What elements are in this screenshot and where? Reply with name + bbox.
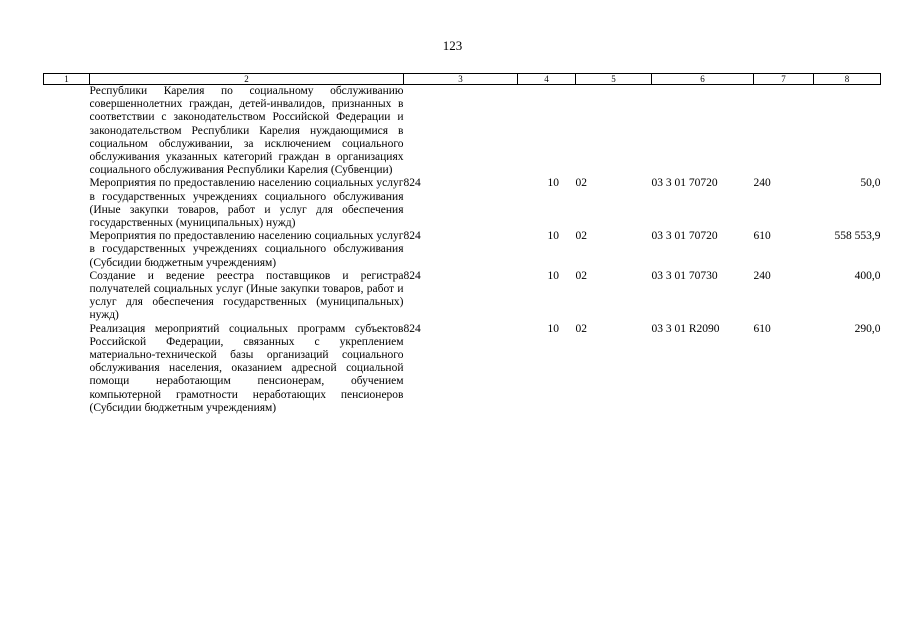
ministry-code-cell: 824: [403, 177, 421, 190]
subsection-code-cell: 02: [575, 322, 587, 335]
table-row: [44, 85, 881, 178]
column-header-4: 4: [518, 74, 576, 85]
table-row: [44, 177, 881, 230]
description-cell: Реализация мероприятий социальных программ субъектов Российской Федерации, связанных с укреплением материально-технической базы организаций социального обслуживания населения, оказанием адресной социальной помощи неработающим пенсионерам, обучением компьютерной грамотности неработающих пенсионеров (Субсидии бюджетным учреждениям): [89, 322, 404, 414]
ministry-code-cell: 824: [403, 269, 421, 282]
ministry-code-cell: [404, 85, 518, 178]
subsection-code-cell: [576, 85, 652, 178]
subsection-code-cell: 02: [575, 230, 587, 243]
amount-cell: 400,0: [854, 269, 881, 282]
amount-cell: 558 553,9: [834, 230, 881, 243]
column-header-5: 5: [576, 74, 652, 85]
ministry-code-cell: 824: [403, 322, 421, 335]
amount-cell: 290,0: [854, 322, 881, 335]
description-cell: Республики Карелия по социальному обслуживанию совершеннолетних граждан, детей-инвалидов, признанных в соответствии с законодательством Российской Федерации и законодательством Республики Карелия нуждающимися в социальном обслуживании, за исключением социального обслуживания указанных категорий граждан в организациях социального обслуживания Республики Карелия (Субвенции): [89, 85, 404, 177]
section-code-cell: [518, 85, 576, 178]
column-header-2: 2: [90, 74, 404, 85]
target-item-cell: 03 3 01 70720: [651, 230, 718, 243]
column-header-6: 6: [652, 74, 754, 85]
column-number-row: [44, 74, 881, 85]
row-index-cell: [44, 270, 90, 323]
target-item-cell: [652, 85, 754, 178]
target-item-cell: 03 3 01 R2090: [651, 322, 720, 335]
column-header-8: 8: [814, 74, 881, 85]
amount-cell: 50,0: [860, 177, 881, 190]
expense-kind-cell: 240: [753, 269, 771, 282]
section-code-cell: 10: [547, 177, 559, 190]
table-row: [44, 270, 881, 323]
row-index-cell: [44, 230, 90, 270]
page-number: 123: [442, 38, 463, 53]
description-cell: Мероприятия по предоставлению населению социальных услуг в государственных учреждениях социального обслуживания (Иные закупки товаров, работ и услуг для обеспечения государственных (муниципальных) нужд): [89, 177, 404, 230]
column-header-1: 1: [44, 74, 90, 85]
description-cell: Создание и ведение реестра поставщиков и регистра получателей социальных услуг (Иные закупки товаров, работ и услуг для обеспечения государственных (муниципальных) нужд): [89, 269, 404, 322]
row-index-cell: [44, 85, 90, 178]
expense-kind-cell: 610: [753, 230, 771, 243]
expense-kind-cell: 610: [753, 322, 771, 335]
table-row: [44, 230, 881, 270]
row-index-cell: [44, 177, 90, 230]
section-code-cell: 10: [547, 230, 559, 243]
expense-kind-cell: [754, 85, 814, 178]
row-index-cell: [44, 323, 90, 415]
table-row: [44, 323, 881, 415]
section-code-cell: 10: [547, 269, 559, 282]
description-cell: Мероприятия по предоставлению населению социальных услуг в государственных учреждениях социального обслуживания (Субсидии бюджетным учреждениям): [89, 230, 404, 269]
budget-table: [43, 73, 881, 415]
column-header-7: 7: [754, 74, 814, 85]
ministry-code-cell: 824: [403, 230, 421, 243]
amount-cell: [814, 85, 881, 178]
section-code-cell: 10: [547, 322, 559, 335]
target-item-cell: 03 3 01 70730: [651, 269, 718, 282]
expense-kind-cell: 240: [753, 177, 771, 190]
column-header-3: 3: [404, 74, 518, 85]
subsection-code-cell: 02: [575, 177, 587, 190]
subsection-code-cell: 02: [575, 269, 587, 282]
target-item-cell: 03 3 01 70720: [651, 177, 718, 190]
